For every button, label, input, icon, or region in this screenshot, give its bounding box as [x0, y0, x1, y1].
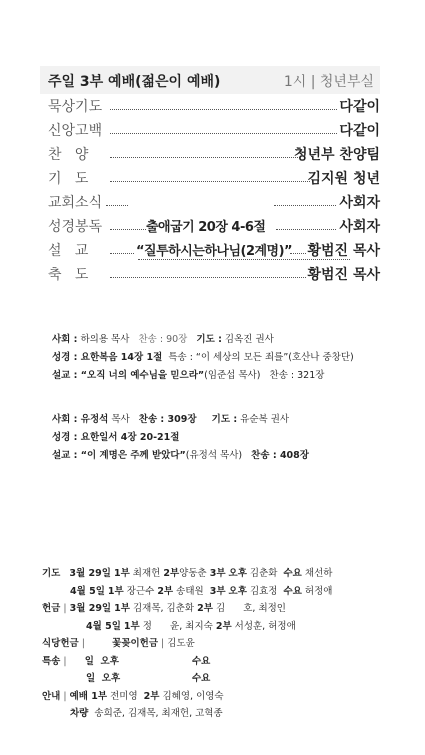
roster-date: 3월 29일: [69, 568, 111, 579]
service-title: 주일 3부 예배(젊은이 예배): [48, 74, 221, 90]
scripture: 성경 : 요한일서 4장 20-21절: [52, 432, 180, 443]
order-value: 김지원 청년: [307, 171, 380, 187]
roster-name: 김 호, 최정인: [215, 603, 286, 614]
hymn: 찬송 : 321장: [269, 370, 325, 381]
roster-part: 2부: [197, 603, 213, 614]
roster-part: 1부: [114, 603, 130, 614]
schedule-line: [52, 331, 354, 349]
roster-part: 1부: [113, 568, 130, 579]
order-value: 황범진 목사: [307, 267, 380, 283]
roster-part: 예배 1부: [69, 690, 108, 702]
roster-date: 3월 29일: [69, 603, 112, 614]
scripture: 성경 : 요한복음 14장 1절: [52, 352, 163, 363]
roster-name: 김춘화: [249, 568, 278, 579]
order-label: 찬 양: [48, 147, 89, 163]
schedule-line: [52, 429, 309, 447]
prayer-label: 기도 :: [211, 414, 238, 425]
order-label: 축 도: [48, 267, 89, 283]
roster-name: 양동춘: [179, 568, 207, 579]
roster-part: 수요: [283, 585, 302, 597]
roster-label: 식당헌금: [42, 638, 79, 649]
roster-part: 수요: [192, 655, 211, 667]
service-header: [40, 66, 380, 94]
roster-part: 1부: [107, 585, 124, 597]
hymn: 찬송 : 309장: [138, 414, 197, 425]
roster-name: 송희준, 김재목, 최재헌, 고혁종: [94, 708, 223, 719]
host-label: 사회 : 유정석: [52, 414, 109, 425]
schedule-line: [52, 367, 354, 385]
roster-name: 장근수: [126, 585, 155, 597]
order-label: 성경봉독: [48, 219, 103, 235]
roster-part: 수요: [192, 673, 211, 684]
roster-label: 헌금: [42, 603, 61, 614]
roster-name: 서성훈, 허정애: [234, 620, 296, 632]
leader-dots: [106, 205, 128, 206]
order-value: 청년부 찬양팀: [293, 147, 380, 163]
schedule-line: [52, 411, 309, 429]
prayer-name: 김옥진 권사: [224, 334, 274, 345]
order-label: 교회소식: [48, 195, 103, 211]
roster-line: [42, 583, 332, 601]
prayer-label: 기도 :: [196, 334, 222, 345]
order-value: 황범진 목사: [307, 243, 380, 259]
roster-part: 1부: [123, 620, 140, 632]
order-label: 설 교: [48, 243, 89, 259]
roster-part: 일 오후: [86, 673, 121, 684]
hymn: 찬송 : 90장: [138, 334, 188, 345]
host-name: 하의용 목사: [80, 334, 130, 345]
host-label: 사회 :: [52, 334, 78, 345]
roster-line: [42, 565, 332, 583]
host-name: 목사: [111, 414, 130, 425]
preacher: (유정석 목사): [185, 450, 243, 461]
roster-name: 김재목, 김춘화: [132, 603, 195, 614]
leader-dots: [110, 133, 337, 134]
roster-label: 특송: [42, 655, 61, 667]
order-row: [48, 216, 380, 240]
divider: [138, 259, 350, 260]
prayer-name: 유순복 권사: [240, 414, 290, 425]
service-roster: [42, 565, 332, 723]
order-label: 기 도: [48, 171, 89, 187]
roster-label: 안내: [42, 690, 61, 702]
roster-name: 허정애: [304, 585, 333, 597]
roster-part: 오후: [228, 585, 247, 597]
week-schedule-2: [52, 411, 309, 465]
leader-dots: [110, 181, 310, 182]
roster-name: 김혜영, 이영숙: [162, 690, 224, 702]
roster-part: 3부: [209, 585, 226, 597]
roster-line: [42, 618, 332, 636]
order-row: [48, 240, 380, 264]
leader-dots: [274, 205, 336, 206]
service-time-place: 1시 | 청년부실: [283, 74, 374, 90]
roster-part: 2부: [163, 568, 180, 579]
sermon: 설교 : “오직 너의 예수님을 믿으라”: [52, 370, 205, 381]
roster-part: 일 오후: [84, 655, 119, 667]
roster-date: 4월 5일: [86, 620, 121, 632]
order-value: 다같이: [339, 123, 380, 139]
order-row: [48, 264, 380, 288]
order-value: 사회자: [339, 195, 380, 211]
week-schedule-1: [52, 331, 354, 385]
scripture-reading: 출애굽기 20장 4-6절: [146, 220, 266, 235]
roster-part: 2부: [143, 690, 160, 702]
roster-name: 최재헌: [132, 568, 161, 579]
roster-part: 수요: [283, 568, 302, 579]
roster-part: 2부: [215, 620, 232, 632]
order-row: [48, 96, 380, 120]
leader-dots: [110, 253, 134, 254]
leader-dots: [110, 109, 337, 110]
roster-date: 4월 5일: [70, 585, 105, 597]
preacher: (임준섭 목사): [204, 370, 261, 381]
leader-dots: [290, 253, 306, 254]
roster-line: [42, 705, 332, 723]
order-label: 신앙고백: [48, 123, 103, 139]
sermon-title: “질투하시는하나님(2계명)”: [136, 244, 293, 259]
schedule-line: [52, 349, 354, 367]
roster-name: 채선하: [304, 568, 333, 579]
order-value: 사회자: [339, 219, 380, 235]
roster-part: 3부: [209, 568, 226, 579]
order-row: [48, 120, 380, 144]
roster-name: 송태원: [176, 585, 204, 597]
roster-line: 특송 | 일 오후 수요: [42, 653, 332, 671]
roster-line: 헌금 | 3월 29일 1부 김재목, 김춘화 2부 김 호, 최정인: [42, 603, 286, 614]
order-row: [48, 168, 380, 192]
leader-dots: [110, 229, 146, 230]
roster-name: 김효정: [249, 585, 278, 597]
roster-name: 김도윤: [167, 638, 195, 649]
roster-line: [42, 670, 332, 688]
leader-dots: [276, 229, 336, 230]
order-label: 묵상기도: [48, 99, 103, 115]
order-row: [48, 192, 380, 216]
leader-dots: [110, 277, 306, 278]
order-value: 다같이: [339, 99, 380, 115]
roster-line: 식당헌금 | 꽃꽂이헌금 | 김도윤: [42, 638, 195, 649]
roster-name: 정 윤, 최지숙: [142, 620, 213, 632]
roster-part: 2부: [157, 585, 174, 597]
order-row: [48, 144, 380, 168]
schedule-line: [52, 447, 309, 465]
roster-label: 기도: [42, 568, 61, 579]
special-song: 특송 : “이 세상의 모든 죄를”(호산나 중창단): [168, 352, 354, 363]
roster-line: 안내 | 예배 1부 전미영 2부 김혜영, 이영숙: [42, 690, 224, 702]
roster-name: 전미영: [110, 690, 138, 702]
hymn: 찬송 : 408장: [251, 450, 309, 461]
sermon: 설교 : “이 계명은 주께 받았다”: [52, 450, 186, 461]
roster-part: 오후: [228, 568, 247, 579]
leader-dots: [110, 157, 300, 158]
flower-offering-label: 꽃꽂이헌금: [112, 638, 159, 649]
roster-part: 차량: [70, 708, 89, 719]
